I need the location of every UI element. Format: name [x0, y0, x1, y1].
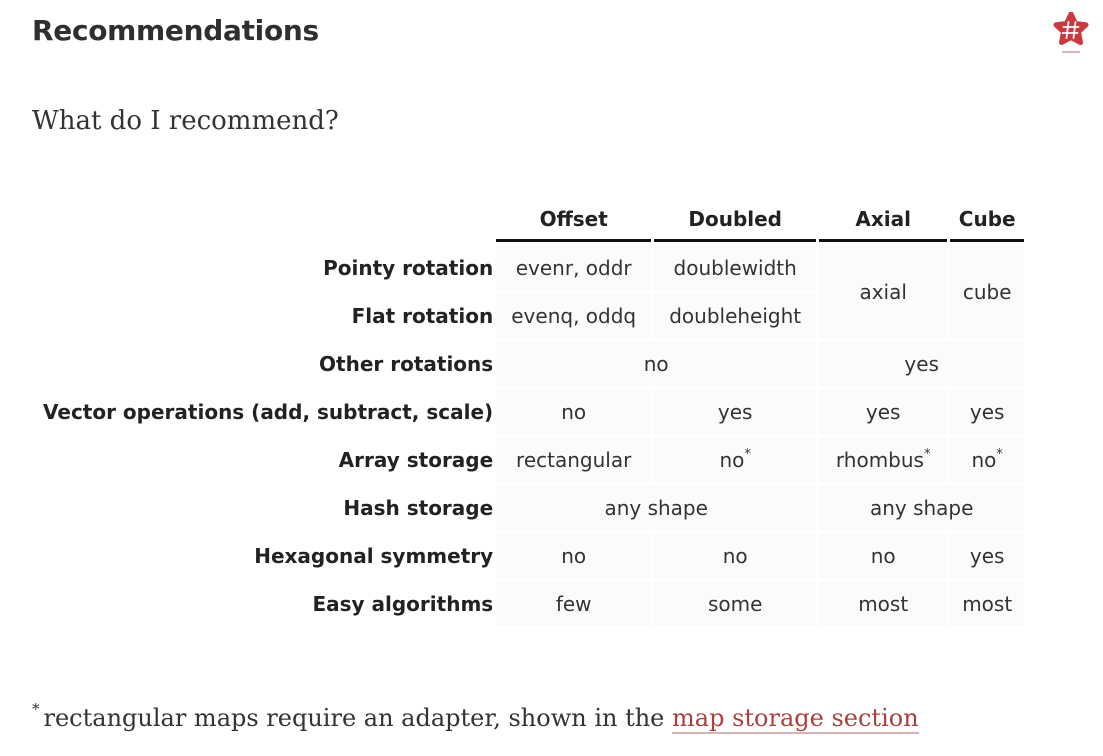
table-header-row: [43, 197, 1024, 242]
table-row: [43, 341, 1024, 386]
row-label: Hash storage: [343, 495, 494, 520]
table-cell: few: [496, 581, 651, 626]
row-label: Other rotations: [319, 351, 494, 376]
table-cell: no: [496, 533, 651, 578]
row-label: Hexagonal symmetry: [254, 543, 494, 568]
hash-star-icon: [1051, 12, 1091, 56]
table-cell: yes: [819, 389, 947, 434]
table-cell: evenr, oddr: [496, 245, 651, 290]
row-label: Easy algorithms: [312, 591, 494, 616]
table-cell: doubleheight: [654, 293, 816, 338]
comparison-table: [40, 194, 1027, 629]
table-cell: yes: [950, 389, 1024, 434]
section-anchor-link[interactable]: [1051, 12, 1091, 56]
row-label: Vector operations (add, subtract, scale): [43, 399, 494, 424]
table-cell: evenq, oddq: [496, 293, 651, 338]
cell-value: no: [971, 447, 997, 472]
section-heading: Recommendations: [32, 14, 319, 47]
footnote-marker: *: [996, 446, 1003, 462]
table-row: [43, 533, 1024, 578]
table-cell: no: [496, 341, 816, 386]
table-cell: doublewidth: [654, 245, 816, 290]
cell-value: no: [719, 447, 745, 472]
table-row: [43, 437, 1024, 482]
table-cell: no: [496, 389, 651, 434]
table-row: [43, 485, 1024, 530]
table-cell: any shape: [496, 485, 816, 530]
footnote-marker: *: [32, 700, 40, 718]
table-cell: [819, 437, 947, 482]
table-cell: cube: [950, 245, 1024, 338]
table-cell: most: [819, 581, 947, 626]
table-cell: [950, 437, 1024, 482]
header-axial: Axial: [819, 197, 947, 242]
table-row: [43, 581, 1024, 626]
table-cell: most: [950, 581, 1024, 626]
table-row: [43, 245, 1024, 290]
header-doubled: Doubled: [654, 197, 816, 242]
table-cell: some: [654, 581, 816, 626]
row-label: Pointy rotation: [323, 255, 494, 280]
table-cell: no: [654, 533, 816, 578]
table-cell: any shape: [819, 485, 1024, 530]
table-cell: yes: [950, 533, 1024, 578]
table-row: [43, 389, 1024, 434]
row-label: Array storage: [338, 447, 494, 472]
row-label: Flat rotation: [351, 303, 494, 328]
table-cell: [654, 437, 816, 482]
table-cell: yes: [819, 341, 1024, 386]
cell-value: rhombus: [835, 447, 924, 472]
header-cube: Cube: [950, 197, 1024, 242]
table-cell: no: [819, 533, 947, 578]
footnote-marker: *: [923, 446, 931, 462]
header-offset: Offset: [496, 197, 651, 242]
intro-text: What do I recommend?: [32, 106, 339, 136]
table-cell: rectangular: [496, 437, 651, 482]
map-storage-link[interactable]: map storage section: [672, 704, 919, 732]
footnote-text: rectangular maps require an adapter, shown in the: [43, 704, 673, 732]
header-blank: [43, 197, 493, 242]
table-cell: yes: [654, 389, 816, 434]
table-cell: axial: [819, 245, 947, 338]
footnote: [32, 700, 919, 732]
footnote-marker: *: [744, 446, 751, 462]
